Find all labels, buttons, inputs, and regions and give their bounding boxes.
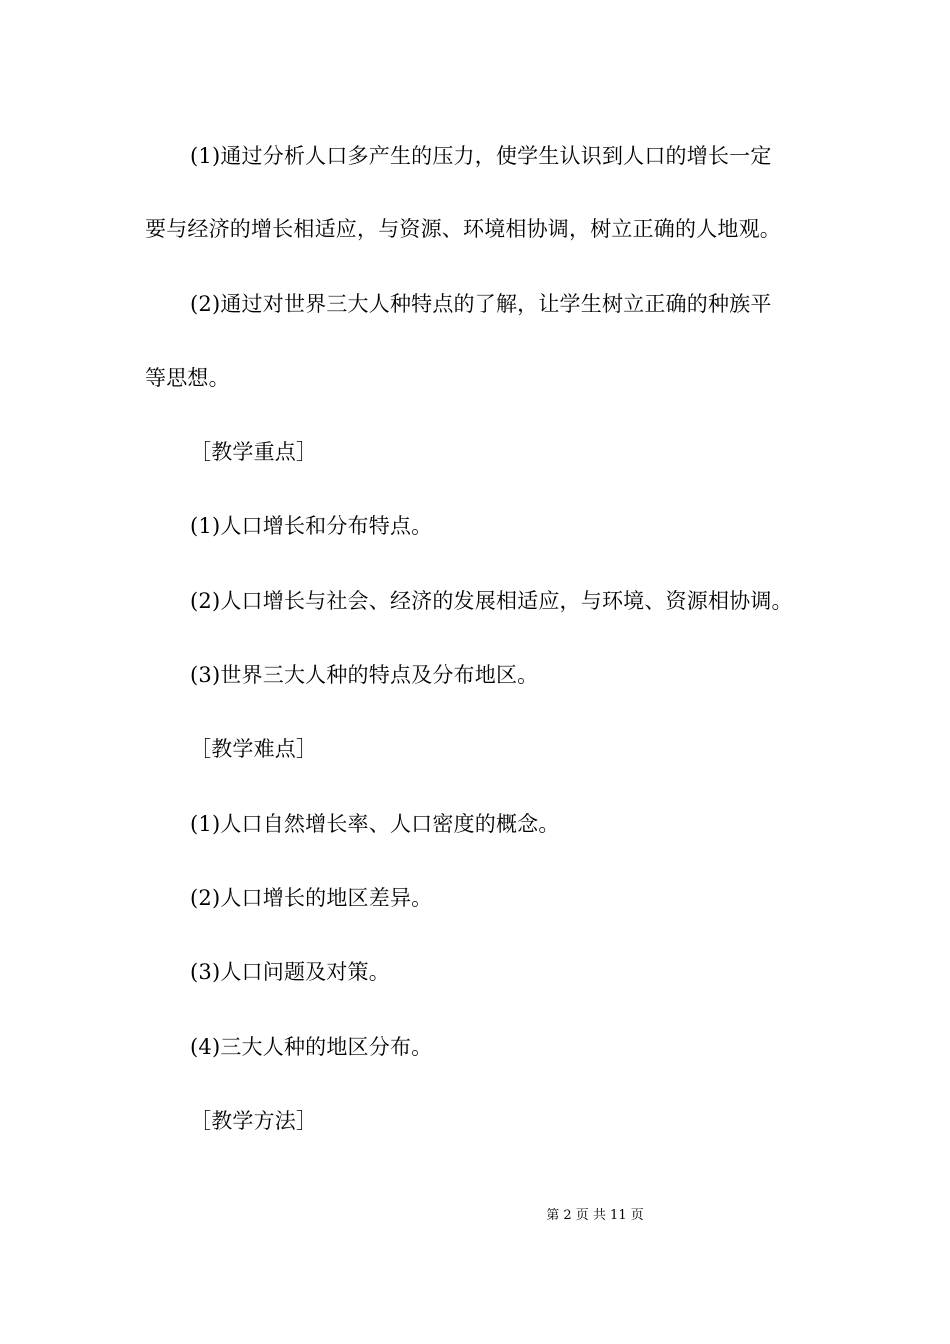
section-heading-methods: ［教学方法］ bbox=[190, 1109, 318, 1133]
objective-2-line-1: (2)通过对世界三大人种特点的了解，让学生树立正确的种族平 bbox=[190, 292, 772, 316]
page-footer: 第 2 页 共 11 页 bbox=[546, 1208, 644, 1223]
key-point-2: (2)人口增长与社会、经济的发展相适应，与环境、资源相协调。 bbox=[190, 589, 793, 613]
key-point-1: (1)人口增长和分布特点。 bbox=[190, 514, 433, 538]
key-point-3: (3)世界三大人种的特点及分布地区。 bbox=[190, 663, 539, 687]
objective-1-line-1: (1)通过分析人口多产生的压力，使学生认识到人口的增长一定 bbox=[190, 144, 772, 168]
section-heading-key-points: ［教学重点］ bbox=[190, 440, 318, 464]
difficulty-4: (4)三大人种的地区分布。 bbox=[190, 1035, 433, 1059]
section-heading-difficulties: ［教学难点］ bbox=[190, 737, 318, 761]
objective-1-line-2: 要与经济的增长相适应，与资源、环境相协调，树立正确的人地观。 bbox=[145, 217, 781, 241]
difficulty-3: (3)人口问题及对策。 bbox=[190, 960, 390, 984]
difficulty-2: (2)人口增长的地区差异。 bbox=[190, 886, 433, 910]
difficulty-1: (1)人口自然增长率、人口密度的概念。 bbox=[190, 812, 560, 836]
objective-2-line-2: 等思想。 bbox=[145, 366, 230, 390]
